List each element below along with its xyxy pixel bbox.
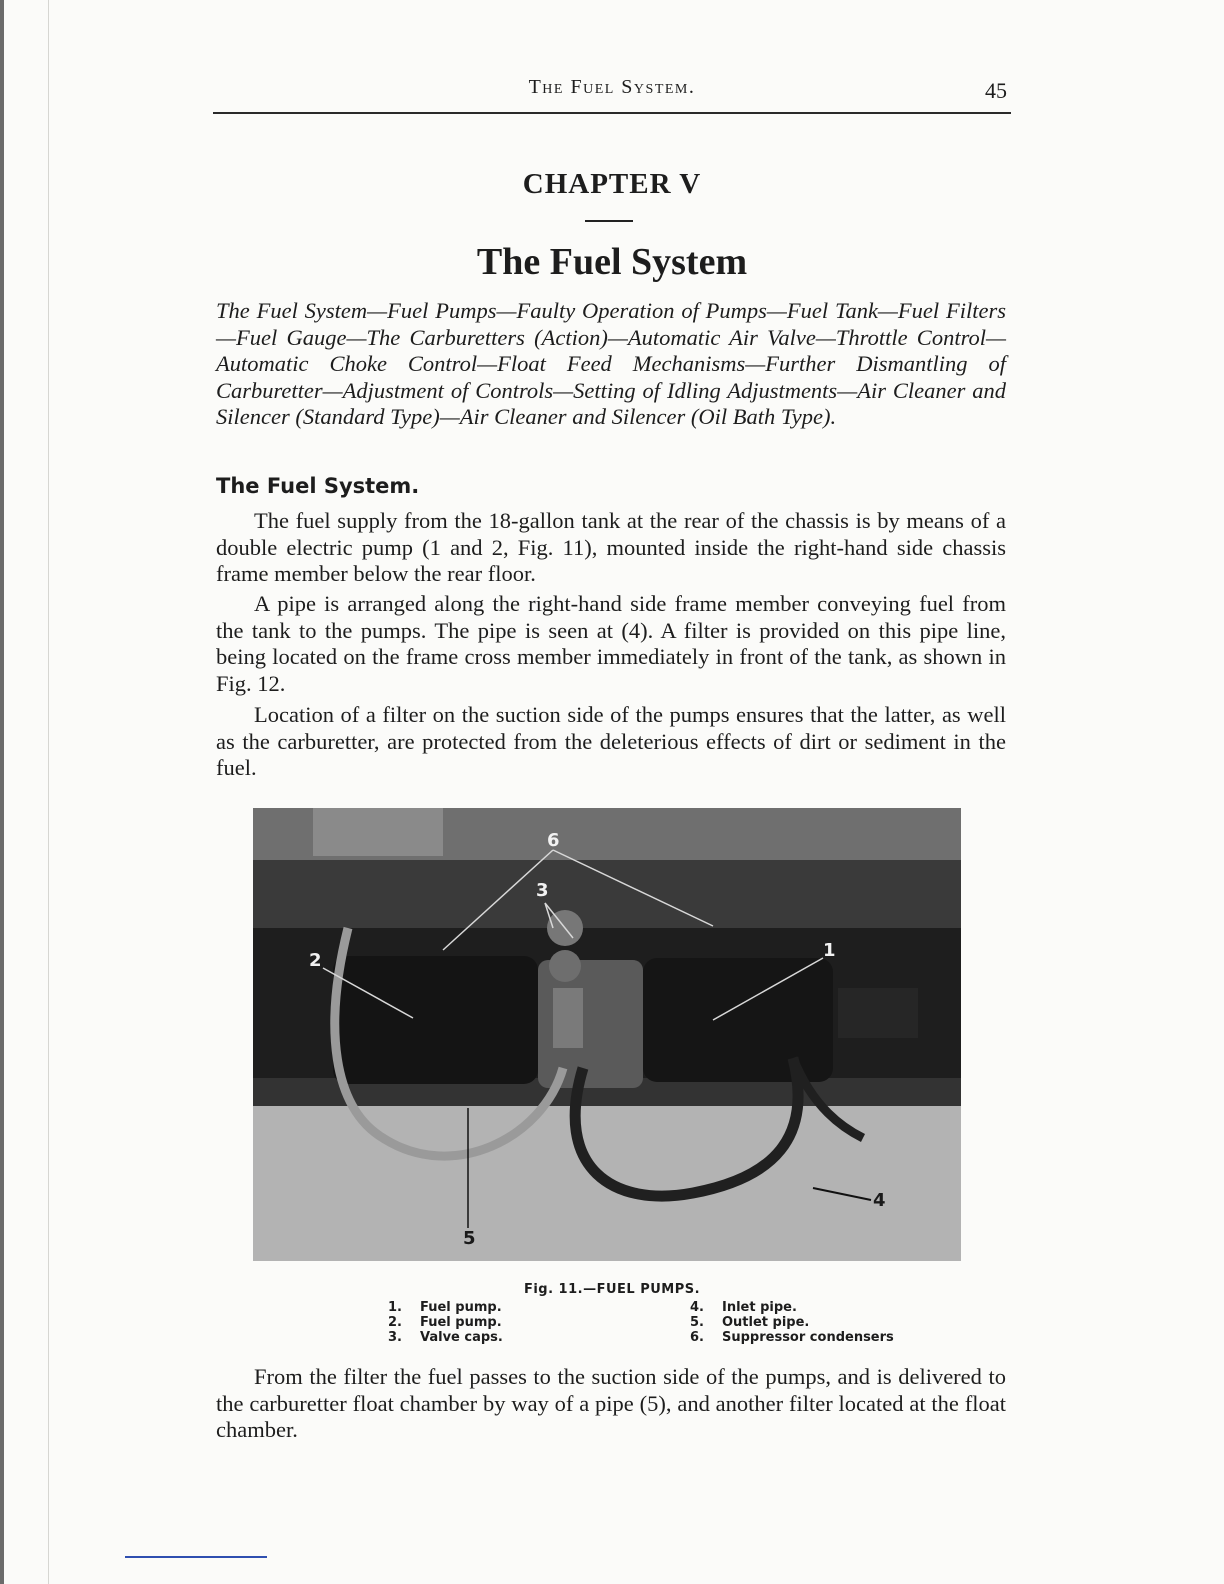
legend-item: 6. Suppressor condensers [690, 1330, 894, 1345]
paragraph: Location of a filter on the suction side of the pumps ensures that the latter, as well as the carburetter, are protected from the deleterious effects of dirt or sediment in the fuel. [216, 702, 1006, 780]
paragraph: The fuel supply from the 18-gallon tank at the rear of the chassis is by means of a double electric pump (1 and 2, Fig. 11), mounted inside the right-hand side chassis frame member below the rear floor. [216, 508, 1006, 586]
legend-item: 3. Valve caps. [388, 1330, 503, 1345]
footer-rule [125, 1556, 267, 1558]
chapter-title: The Fuel System [476, 241, 748, 283]
callout-2: 2 [309, 950, 322, 971]
legend-item: 4. Inlet pipe. [690, 1300, 797, 1315]
figure-legend-left [388, 1300, 503, 1345]
page-header [213, 72, 1011, 114]
scan-gutter-line [48, 0, 49, 1584]
paragraph: A pipe is arranged along the right-hand side frame member conveying fuel from the tank to the pumps. The pipe is seen at (4). A filter is provided on this pipe line, being located on the frame cross member immediately in front of the tank, as shown in Fig. 12. [216, 591, 1006, 696]
running-head: The Fuel System. [528, 76, 696, 98]
chapter-rule [585, 220, 633, 222]
callout-5: 5 [463, 1228, 476, 1249]
legend-item: 1. Fuel pump. [388, 1300, 502, 1315]
paragraph: From the filter the fuel passes to the suction side of the pumps, and is delivered to the carburetter float chamber by way of a pipe (5), and another filter located at the float chamber. [216, 1364, 1006, 1442]
figure-caption: Fig. 11.—FUEL PUMPS. [523, 1282, 701, 1297]
page-number: 45 [985, 78, 1007, 103]
legend-item: 2. Fuel pump. [388, 1315, 502, 1330]
legend-item: 5. Outlet pipe. [690, 1315, 810, 1330]
figure-legend-right [690, 1300, 894, 1345]
callout-6: 6 [547, 830, 560, 851]
callout-4: 4 [873, 1190, 886, 1211]
chapter-label: CHAPTER V [522, 168, 702, 200]
page-binding-edge [0, 0, 4, 1584]
section-heading: The Fuel System. [216, 474, 420, 498]
callout-1: 1 [823, 940, 836, 961]
callout-3: 3 [536, 880, 549, 901]
chapter-contents-summary: The Fuel System—Fuel Pumps—Faulty Operation of Pumps—Fuel Tank—Fuel Filters—Fuel Gauge—The Carburetters (Action)—Automatic Air Valve—Throttle Control—Automatic Choke Control—Float Feed Mechanisms—Further Dismantling of Carburetter—Adjustment of Controls—Setting of Idling Adjustments—Air Cleaner and Silencer (Standard Type)—Air Cleaner and Silencer (Oil Bath Type). [216, 298, 1006, 429]
fuel-pumps-photo [253, 808, 961, 1261]
